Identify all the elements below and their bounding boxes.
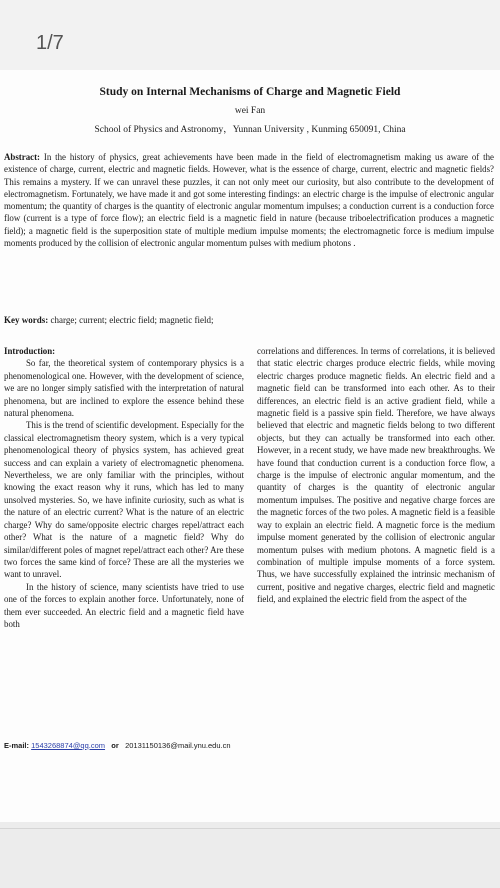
email-secondary: 20131150136@mail.ynu.edu.cn xyxy=(125,741,231,750)
intro-paragraph-continued: correlations and differences. In terms of correlations, it is believed that static electric charges produce electric fields, while moving electric charges produce magnetic fields. An electric field and a magnetic field can be transformed into each other. As to their differences, an electric field is an active gradient field, while a magnetic field is a passive spin field. Therefore, we have always believed that electric and magnetic fields belong to two different objects, but they can actually be transformed into each other. However, in a recent study, we have made new breakthroughs. We have found that conduction current is a conduction force flow, a charge is the impulse of electronic angular momentum, and the quantity of charges is the quantity of electronic angular momentum impulses. The positive and negative charge forces are the magnetic forces of the two poles. A magnetic field is a feasible way to explain an electric field. A magnetic force is the medium impulse moment generated by the collision of electronic angular momentum pulses with medium photons. A magnetic field is a combination of multiple impulse moments of a force system. Thus, we have successfully explained the intrinsic mechanism of current, positive and negative charges, electric field and magnetic field, and explained the electric field from the aspect of the xyxy=(257,346,495,605)
left-column xyxy=(4,345,244,630)
viewer-top-bar xyxy=(0,0,500,70)
email-or: or xyxy=(111,741,119,750)
viewer-bottom-bar xyxy=(0,822,500,888)
keywords xyxy=(4,315,494,325)
paper-author: wei Fan xyxy=(234,106,266,116)
email-label: E-mail: xyxy=(4,741,30,750)
right-column xyxy=(257,345,495,606)
email-footnote xyxy=(4,741,231,750)
keywords-text: charge; current; electric field; magnetic field; xyxy=(48,315,214,325)
abstract-text: In the history of physics, great achievements have been made in the field of electromagnetism making us aware of the existence of charge, current, electric and magnetic fields. However, what is the essence of charge, current, electric and magnetic fields? This remains a mystery. If we can unravel these puzzles, it can not only meet our curiosity, but also contribute to the development of electromagnetism. Fortunately, we have made it and got some interesting findings: an electric charge is the impulse of electronic angular momentum; the quantity of charges is the quantity of electronic angular momentum impulses; a conduction current is a conduction force flow (current is a type of force flow); an electric field is a magnetic field in nature (because triboelectrification produces a magnetic field); a magnetic field is the superposition state of multiple medium impulse moments; the electromagnetic force is medium impulse moments produced by the collision of electronic angular momentum pulses with medium photons . xyxy=(4,152,494,249)
abstract-label: Abstract: xyxy=(4,152,40,162)
email-link-primary[interactable]: 1543268874@qq.com xyxy=(31,741,106,750)
intro-paragraph-3: In the history of science, many scientists have tried to use one of the forces to explain another force. Unfortunately, none of them ever succeeded. An electric field and a magnetic field have both xyxy=(4,581,244,629)
introduction-heading: Introduction: xyxy=(4,346,56,356)
keywords-label: Key words: xyxy=(4,315,49,325)
intro-paragraph-1: So far, the theoretical system of contemporary physics is a phenomenological one. However, with the development of science, we are no longer simply satisfied with the interpretation of natural phenomena, but are inclined to explore the essence behind these natural phenomena. xyxy=(4,358,244,419)
intro-paragraph-2: This is the trend of scientific development. Especially for the classical electromagnetism theory system, which is a very typical phenomenological theory of physics system, has achieved great success and can explain a variety of electromagnetic phenomena. Nevertheless, we are only familiar with the principles, without knowing the exact reason why it runs, which has led to many unsolved mysteries. So, we have infinite curiosity, such as what is the nature of an electric current? What is the nature of an electric charge? Why do same/opposite electric charges repel/attract each other? What is the nature of a magnetic field? Why do similar/different poles of magnet repel/attract each other? Are these two forces the same kind of force? These are all the mysteries we want to unravel. xyxy=(4,420,244,580)
document-page[interactable] xyxy=(0,70,500,822)
page-divider xyxy=(0,828,500,829)
paper-affiliation: School of Physics and Astronomy，Yunnan University , Kunming 650091, China xyxy=(94,125,406,135)
abstract xyxy=(4,151,494,249)
page-indicator: 1/7 xyxy=(36,32,64,54)
paper-title: Study on Internal Mechanisms of Charge and Magnetic Field xyxy=(99,86,401,98)
